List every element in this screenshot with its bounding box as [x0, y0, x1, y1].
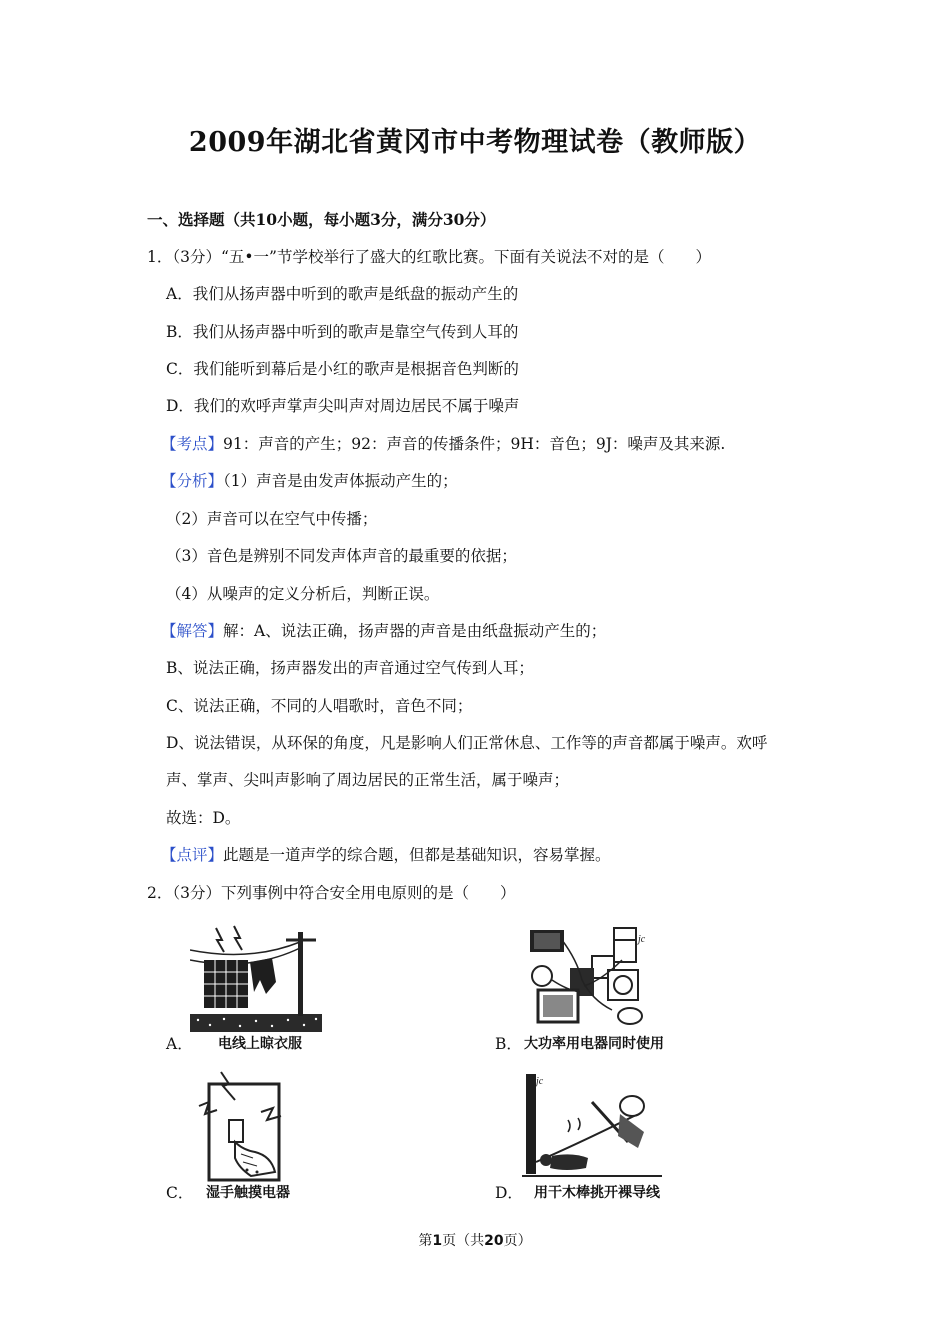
illustration-wet-hand-switch: [195, 1070, 287, 1182]
page-title: 2009年湖北省黄冈市中考物理试卷（教师版）: [188, 127, 762, 158]
q1-option-b: B．我们从扬声器中听到的歌声是靠空气传到人耳的: [166, 323, 519, 341]
fenxi-tag: 【分析】: [161, 472, 224, 490]
jieda-line-d: D、说法错误，从环保的角度，凡是影响人们正常休息、工作等的声音都属于噪声。欢呼: [166, 734, 768, 752]
q2-option-c-label: C．: [166, 1184, 194, 1202]
q1-dianping: [161, 845, 611, 865]
footer-suffix: 页）: [503, 1233, 532, 1249]
dianping-tag: 【点评】: [161, 846, 224, 864]
page-footer: [0, 1230, 950, 1250]
q2-option-a-label: A．: [166, 1035, 193, 1053]
illustration-many-appliances: [522, 920, 662, 1030]
watermark-d: jc: [536, 1076, 544, 1087]
q2-option-b-label: B．: [495, 1035, 522, 1053]
footer-prefix: 第: [418, 1233, 433, 1249]
illustration-clothes-on-wire: [190, 922, 322, 1032]
q1-fenxi: [161, 471, 458, 491]
q2-option-d-caption: 用干木棒挑开裸导线: [534, 1185, 660, 1201]
fenxi-line-4: （4）从噪声的定义分析后，判断正误。: [166, 585, 440, 603]
q1-option-a: A．我们从扬声器中听到的歌声是纸盘的振动产生的: [166, 285, 519, 303]
jieda-text: 解：A、说法正确，扬声器的声音是由纸盘振动产生的；: [223, 622, 607, 640]
jieda-answer: 故选：D。: [166, 809, 241, 827]
kaodian-tag: 【考点】: [161, 435, 224, 453]
footer-page-number: 1: [432, 1233, 443, 1249]
q1-option-d: D．我们的欢呼声掌声尖叫声对周边居民不属于噪声: [166, 397, 520, 415]
q2-option-a-caption: 电线上晾衣服: [218, 1036, 302, 1052]
jieda-line-b: B、说法正确，扬声器发出的声音通过空气传到人耳；: [166, 659, 534, 677]
kaodian-text: 91：声音的产生；92：声音的传播条件；9H：音色；9J：噪声及其来源.: [223, 435, 726, 453]
q2-option-b-caption: 大功率用电器同时使用: [524, 1036, 664, 1052]
jieda-line-d2: 声、掌声、尖叫声影响了周边居民的正常生活，属于噪声；: [166, 771, 570, 789]
jieda-tag: 【解答】: [161, 622, 224, 640]
q1-kaodian: [161, 434, 725, 454]
dianping-text: 此题是一道声学的综合题，但都是基础知识，容易掌握。: [223, 846, 611, 864]
q1-jieda: [161, 621, 606, 641]
footer-mid: 页（共: [442, 1233, 485, 1249]
fenxi-line-2: （2）声音可以在空气中传播；: [166, 510, 378, 528]
q2-stem: 2．（3分）下列事例中符合安全用电原则的是（ ）: [147, 884, 516, 902]
fenxi-line-3: （3）音色是辨别不同发声体声音的最重要的依据；: [166, 547, 517, 565]
fenxi-text: （1）声音是由发声体振动产生的；: [223, 472, 458, 490]
q2-option-c-caption: 湿手触摸电器: [206, 1185, 290, 1201]
illustration-wooden-stick-wire: [522, 1072, 662, 1178]
q1-stem: 1．（3分）“五•一”节学校举行了盛大的红歌比赛。下面有关说法不对的是（ ）: [147, 248, 711, 266]
q2-option-d-label: D．: [495, 1184, 523, 1202]
q1-option-c: C．我们能听到幕后是小红的歌声是根据音色判断的: [166, 360, 519, 378]
section-heading: 一、选择题（共10小题，每小题3分，满分30分）: [147, 210, 496, 229]
jieda-line-c: C、说法正确，不同的人唱歌时，音色不同；: [166, 697, 473, 715]
watermark-b: jc: [638, 934, 646, 945]
footer-total-pages: 20: [484, 1233, 504, 1249]
